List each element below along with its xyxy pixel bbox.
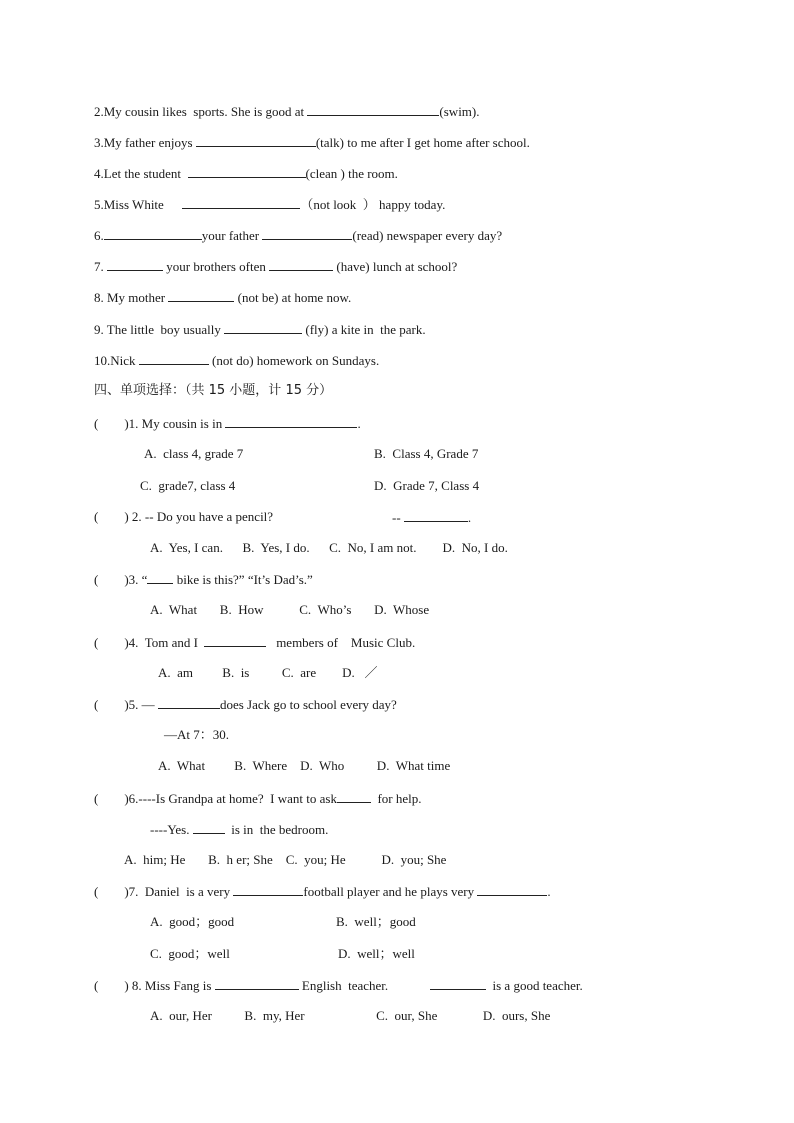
- answer-paren[interactable]: (: [94, 509, 125, 524]
- answer-paren[interactable]: (: [94, 635, 125, 650]
- section-title: 四、单项选择：（共 15 小题，计 15 分）: [94, 383, 333, 398]
- option-a: A. class 4, grade 7: [144, 446, 244, 461]
- answer-blank[interactable]: [147, 571, 173, 584]
- option-c: C. grade7, class 4: [140, 478, 236, 493]
- options-line: A. Yes, I can. B. Yes, I do. C. No, I am not. D. No, I do.: [150, 540, 508, 555]
- option-a: A. good；good: [150, 914, 235, 929]
- fill-line-7: 7. your brothers often (have) lunch at school?: [94, 259, 458, 274]
- reply-line: —At 7：30.: [164, 727, 230, 742]
- fill-line-3: 3.My father enjoys (talk) to me after I get home after school.: [94, 135, 530, 150]
- answer-blank[interactable]: [104, 227, 202, 240]
- answer-paren[interactable]: (: [94, 978, 125, 993]
- fill-line-10: 10.Nick (not do) homework on Sundays.: [94, 353, 380, 368]
- answer-blank[interactable]: [139, 352, 209, 365]
- option-b: B. well；good: [336, 914, 416, 929]
- options-line: A. am B. is C. are D. ／: [158, 665, 378, 680]
- question-2: ( ) 2. -- Do you have a pencil?: [94, 509, 274, 524]
- question-4: ( )4. Tom and I members of Music Club.: [94, 635, 416, 650]
- fill-line-4: 4.Let the student (clean ) the room.: [94, 166, 398, 181]
- option-d: D. Grade 7, Class 4: [374, 478, 480, 493]
- question-8: ( ) 8. Miss Fang is English teacher.: [94, 978, 389, 993]
- answer-blank[interactable]: [107, 258, 163, 271]
- answer-blank[interactable]: [307, 103, 439, 116]
- question-5: ( )5. — does Jack go to school every day?: [94, 697, 397, 712]
- answer-paren[interactable]: (: [94, 884, 125, 899]
- answer-blank[interactable]: [224, 321, 302, 334]
- answer-blank[interactable]: [196, 134, 316, 147]
- question-6: ( )6.----Is Grandpa at home? I want to ask for help.: [94, 791, 422, 806]
- answer-paren[interactable]: (: [94, 572, 125, 587]
- answer-blank[interactable]: [430, 977, 486, 990]
- answer-blank[interactable]: [337, 790, 371, 803]
- option-c: C. good；well: [150, 946, 230, 961]
- answer-paren[interactable]: (: [94, 791, 125, 806]
- answer-blank[interactable]: [193, 821, 225, 834]
- option-d: D. well；well: [338, 946, 415, 961]
- answer-paren[interactable]: (: [94, 416, 125, 431]
- answer-blank[interactable]: [182, 196, 300, 209]
- options-line: A. him; He B. h er; She C. you; He D. you; She: [124, 852, 447, 867]
- question-2-answer: -- .: [392, 510, 472, 525]
- answer-blank[interactable]: [215, 977, 299, 990]
- fill-line-2: 2.My cousin likes sports. She is good at (swim).: [94, 104, 480, 119]
- answer-blank[interactable]: [204, 634, 266, 647]
- options-line: A. What B. Where D. Who D. What time: [158, 758, 451, 773]
- fill-line-6: 6. your father (read) newspaper every day?: [94, 228, 503, 243]
- answer-blank[interactable]: [168, 289, 234, 302]
- answer-blank[interactable]: [269, 258, 333, 271]
- answer-blank[interactable]: [188, 165, 306, 178]
- option-b: B. Class 4, Grade 7: [374, 446, 479, 461]
- answer-blank[interactable]: [225, 415, 357, 428]
- answer-blank[interactable]: [404, 509, 468, 522]
- fill-line-8: 8. My mother (not be) at home now.: [94, 290, 352, 305]
- answer-blank[interactable]: [158, 696, 220, 709]
- fill-line-9: 9. The little boy usually (fly) a kite in the park.: [94, 322, 426, 337]
- question-8-part2: is a good teacher.: [430, 977, 583, 994]
- question-3: ( )3. “ bike is this?” “It’s Dad’s.”: [94, 572, 313, 587]
- question-7: ( )7. Daniel is a very football player and he plays very .: [94, 884, 551, 899]
- question-1: ( )1. My cousin is in .: [94, 416, 361, 431]
- fill-line-5: 5.Miss White （not look ） happy today.: [94, 197, 446, 212]
- answer-blank[interactable]: [477, 883, 547, 896]
- options-line: A. our, Her B. my, Her C. our, She D. ours, She: [150, 1008, 551, 1023]
- answer-paren[interactable]: (: [94, 697, 125, 712]
- answer-blank[interactable]: [262, 227, 352, 240]
- options-line: A. What B. How C. Who’s D. Whose: [150, 602, 430, 617]
- reply-line: ----Yes. is in the bedroom.: [150, 822, 329, 837]
- answer-blank[interactable]: [233, 883, 303, 896]
